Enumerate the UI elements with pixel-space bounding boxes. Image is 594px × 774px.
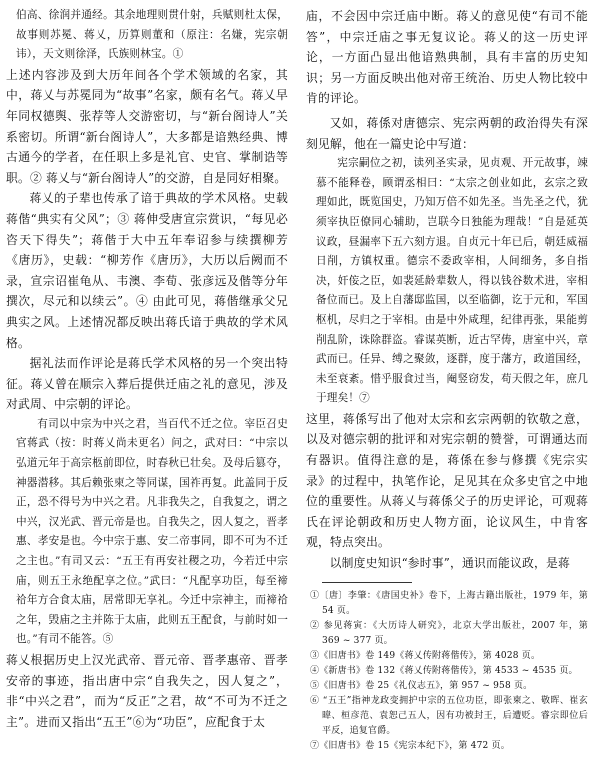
paragraph: 蒋乂的子辈也传承了谙于典故的学术风格。史载蒋偕“典实有父风”；③ 蒋伸受唐宣宗赏识，“每见必咨天下得失”；蒋偕于大中五年奉诏参与续撰柳芳《唐历》，史载：“柳芳作《唐历》，大历以后阙而不录，宣宗诏崔龟从、韦澳、李荀、张彦远及偕等分年撰次，尽元和以续云”。④ 由此可见，蒋偕继承父兄典实之风。上述情况都反映出蒋氏谙于典故的学术风格。	[6, 191, 288, 350]
paragraph: 庙，不会因中宗迁庙中断。蒋乂的意见使“有司不能答”，中宗迁庙之事无复议论。蒋乂的这一历史评论，一方面凸显出他谙熟典制，具有丰富的历史知识；另一方面反映出他对帝王统治、历史人物比较中肯的评论。	[306, 9, 588, 106]
paragraph: 以制度史知识“参时事”，通识而能议政，是蒋	[329, 556, 570, 571]
footnote: ③《旧唐书》卷 149《蒋乂传附蒋偕传》，第 4028 页。	[310, 650, 541, 661]
paragraph: 这里，蒋係写出了他对太宗和玄宗两朝的钦敬之意，以及对德宗朝的批评和对宪宗朝的赞誉，可谓通达而有器识。值得注意的是，蒋係在参与修撰《宪宗实录》的过程中，执笔作论，足见其在众多史官之中地位的重要性。从蒋乂与蒋係父子的历史评论，可观蒋氏在评论朝政和历史人物方面，论议风生，中肯客观，特点突出。	[306, 411, 588, 550]
footnote: ④《新唐书》卷 132《蒋乂传附蒋偕传》，第 4533 ~ 4535 页。	[310, 665, 578, 676]
footnote: ⑤《旧唐书》卷 25《礼仪志五》，第 957 ~ 958 页。	[310, 680, 533, 691]
footnote-divider	[322, 582, 412, 583]
footnotes	[306, 582, 588, 754]
paragraph: 据礼法而作评论是蒋氏学术风格的另一个突出特征。蒋乂曾在顺宗入葬后提供迁庙之礼的意见，涉及对武周、中宗朝的评论。	[6, 356, 288, 412]
paragraph: 蒋乂根据历史上汉光武帝、晋元帝、晋孝惠帝、晋孝安帝的事迹，指出唐中宗“自我失之，因人复之”，非“中兴之君”，而为“反正”之君，故“不可为不迁之主”。进而又指出“五王”⑥为“功臣”，应配食于太	[6, 653, 288, 729]
quote-block: 伯高、徐润并通经。其余地理则贯什射，兵赋则杜太保，故事则苏冕、蒋乂，历算则董和（原注：名嫌，宪宗朝讳），天文则徐泽，氏族则林宝。①	[16, 9, 288, 61]
left-column	[6, 6, 288, 732]
quote-block: 宪宗嗣位之初，读列圣实录，见贞观、开元故事，竦慕不能释卷，顾谓丞相曰：“太宗之创业如此，玄宗之致理如此，既览国史，乃知万倍不如先圣。当先圣之代，犹须宰执臣僚同心辅助，岂联今日独能为理哉！”自是延英议政，昼漏率下五六刻方退。自贞元十年已后，朝廷威福日削，方镇权重。德宗不委政宰相，人间细务，多自指决，奸侫之臣，如裴延龄辈数人，得以钱谷数术进，宰相备位而已。及上自藩邸监国，以至临御，讫于元和，军国枢机，尽归之于宰相。由是中外咸理，纪律再张，果能剪削乱阶，诛除群盗。睿谋英断，近古罕俦，唐室中兴，章武而已。任异、缚之聚敛，逐群，度于藩方，政道国经，未至衰紊。惜乎服食过当，阉竖窃发，苟天假之年，庶几于理矣！⑦	[316, 157, 588, 405]
paragraph: 又如，蒋係对唐德宗、宪宗两朝的政治得失有深刻见解，他在一篇史论中写道：	[306, 115, 588, 151]
footnote: ⑥ “五王”指神龙政变拥护中宗的五位功臣，即张柬之、敬晖、崔玄暐、桓彦范、袁恕己五人，因有功被封王，后遭贬。睿宗即位后平反，追复官爵。	[310, 695, 588, 736]
footnote: ⑦《旧唐书》卷 15《宪宗本纪下》，第 472 页。	[310, 740, 510, 751]
footnote: ①〔唐〕李肇：《唐国史补》卷下，上海古籍出版社，1979 年，第 54 页。	[310, 590, 588, 616]
right-column	[306, 6, 588, 754]
quote-block: 有司以中宗为中兴之君，当百代不迁之位。宰臣召史官蒋武（按：时蒋乂尚未更名）问之，武对曰：“中宗以弘道元年于高宗柩前即位，时春秋已壮矣。及母后篡夺，神器潜移。其后赖张柬之等同谋，国祚再复。此盖同于反正，恐不得号为中兴之君。凡非我失之，自我复之，谓之中兴，汉光武、晋元帝是也。自我失之，因人复之，晋孝惠、孝安是也。今中宗于惠、安二帝事同，即不可为不迁之主也。”有司又云：“五王有再安社稷之功，今若迁中宗庙，则五王永绝配享之位。”武曰：“凡配享功臣，每至禘祫年方合食太庙，居常即无享礼。今迁中宗神主，而禘祫之年，毁庙之主并陈于太庙，此则五王配食，与前时如一也。”有司不能答。⑤	[16, 417, 288, 646]
footnote: ② 参见蒋寅：《大历诗人研究》，北京大学出版社，2007 年，第 369 ~ 377 页。	[310, 620, 588, 646]
paragraph: 上述内容涉及到大历年间各个学术领域的名家，其中，蒋乂与苏冕同为“故事”名家，颇有名气。蒋乂早年同权德舆、张荐等人交游密切，与“新台阁诗人”关系密切。所谓“新台阁诗人”，大多都是谙熟经典、博古通今的学者，在任职上多是礼官、史官、掌制诰等职。② 蒋乂与“新台阁诗人”的交游，自是同好相聚。	[6, 67, 288, 185]
